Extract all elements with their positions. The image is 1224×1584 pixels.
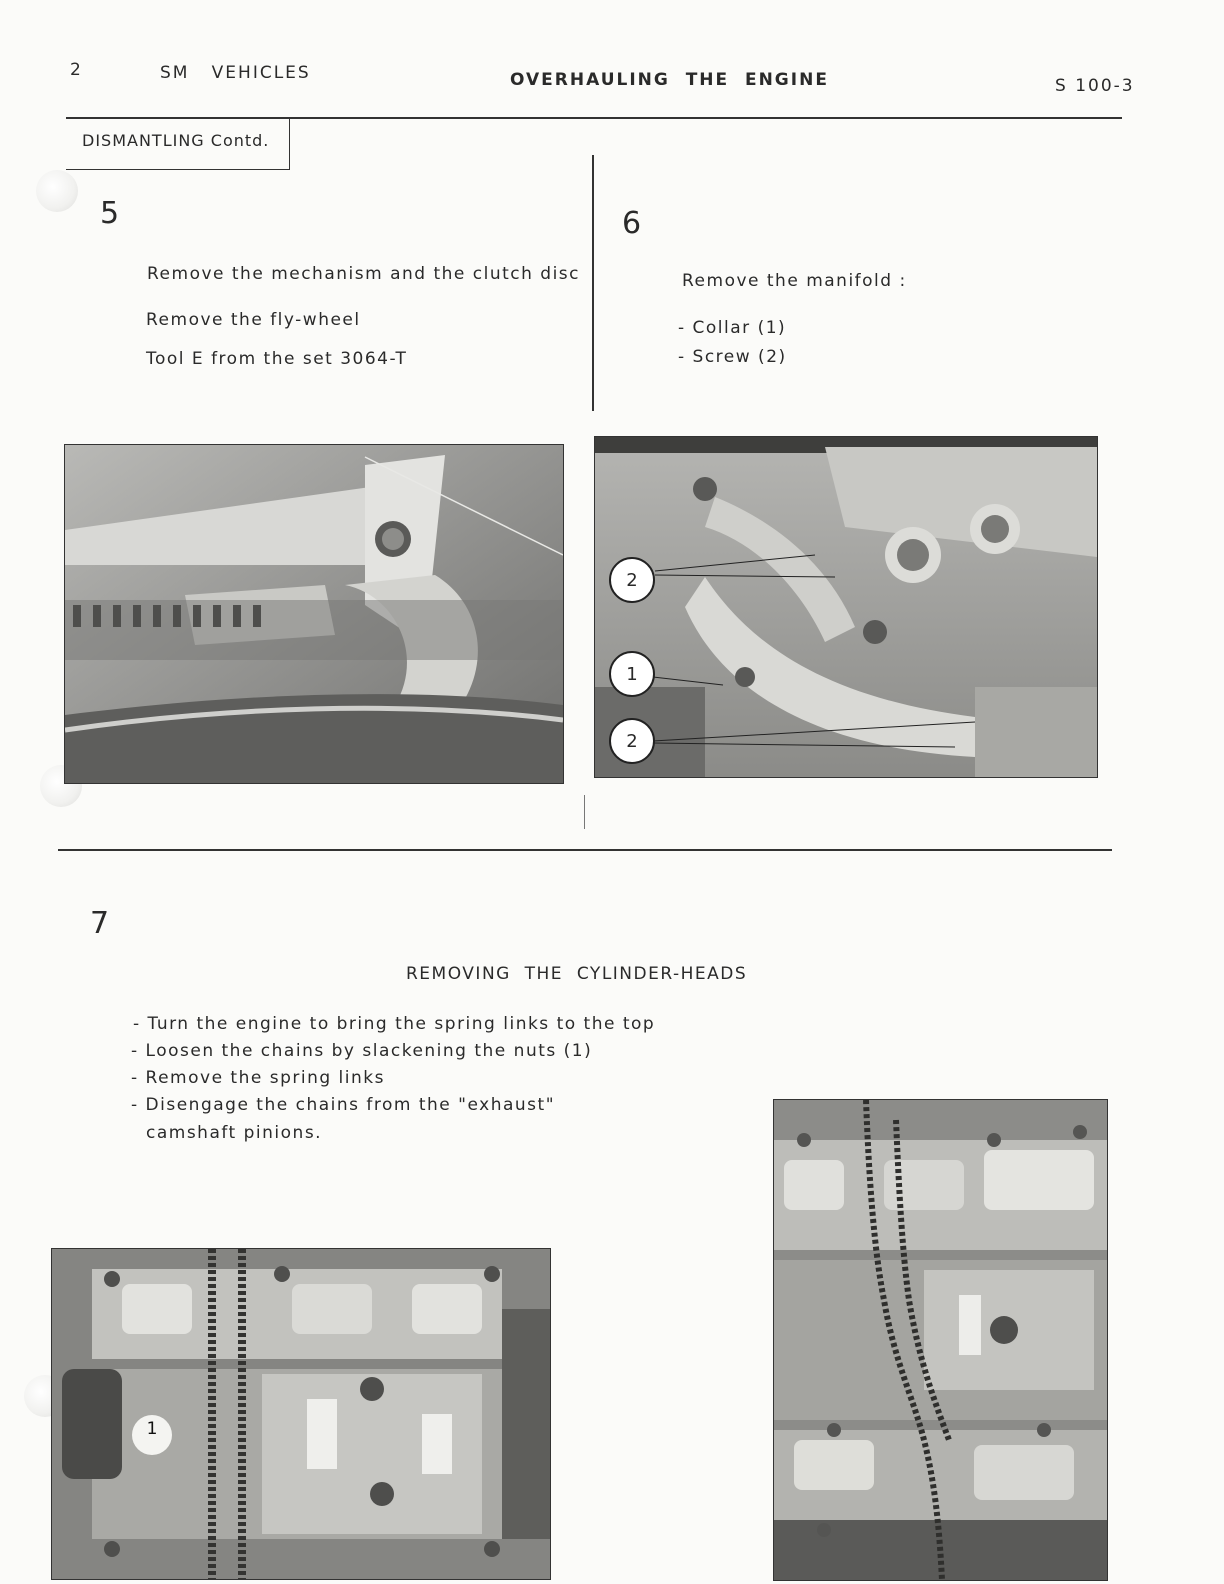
- manifold-illustration: [595, 437, 1097, 777]
- step6-line: Remove the manifold :: [682, 271, 907, 291]
- step7-line: - Remove the spring links: [131, 1068, 385, 1088]
- cylinder-head-top-illustration: [52, 1249, 550, 1579]
- photo-cylinder-head-chain: [773, 1099, 1108, 1581]
- step7-line: - Loosen the chains by slackening the nuts (1): [131, 1041, 593, 1061]
- page-number: 2: [70, 60, 83, 80]
- step-number-5: 5: [100, 196, 120, 231]
- step7-line: - Disengage the chains from the "exhaust": [131, 1095, 556, 1115]
- cylinder-head-illustration: [774, 1100, 1107, 1580]
- step5-line: Remove the fly-wheel: [146, 310, 361, 330]
- callout-collar: 1: [609, 651, 655, 697]
- step5-line: Remove the mechanism and the clutch disc: [147, 264, 581, 284]
- step7-line: - Turn the engine to bring the spring links to the top: [133, 1014, 656, 1034]
- section-rule: [58, 849, 1112, 851]
- step-number-7: 7: [90, 906, 110, 941]
- callout-screw: 2: [609, 718, 655, 764]
- photo-flywheel-tool: [64, 444, 564, 784]
- step6-line: - Collar (1): [678, 318, 787, 338]
- document-ref: S 100-3: [1055, 76, 1135, 96]
- column-divider: [592, 155, 594, 411]
- step5-line: Tool E from the set 3064-T: [146, 349, 408, 369]
- publication-name: SM VEHICLES: [160, 63, 311, 83]
- section-tab: [66, 117, 290, 170]
- step6-line: - Screw (2): [678, 347, 787, 367]
- step-number-6: 6: [622, 206, 642, 241]
- callout-nut: 1: [146, 1419, 158, 1439]
- flywheel-illustration: [65, 445, 563, 783]
- callout-screw: 2: [609, 557, 655, 603]
- column-divider-tick: [584, 795, 585, 829]
- step7-line: camshaft pinions.: [146, 1123, 323, 1143]
- photo-cylinder-head-top: [51, 1248, 551, 1580]
- page-title: OVERHAULING THE ENGINE: [510, 70, 829, 90]
- photo-manifold: [594, 436, 1098, 778]
- punch-hole: [36, 170, 78, 212]
- step7-heading: REMOVING THE CYLINDER-HEADS: [406, 964, 748, 984]
- section-tab-label: DISMANTLING Contd.: [82, 131, 270, 150]
